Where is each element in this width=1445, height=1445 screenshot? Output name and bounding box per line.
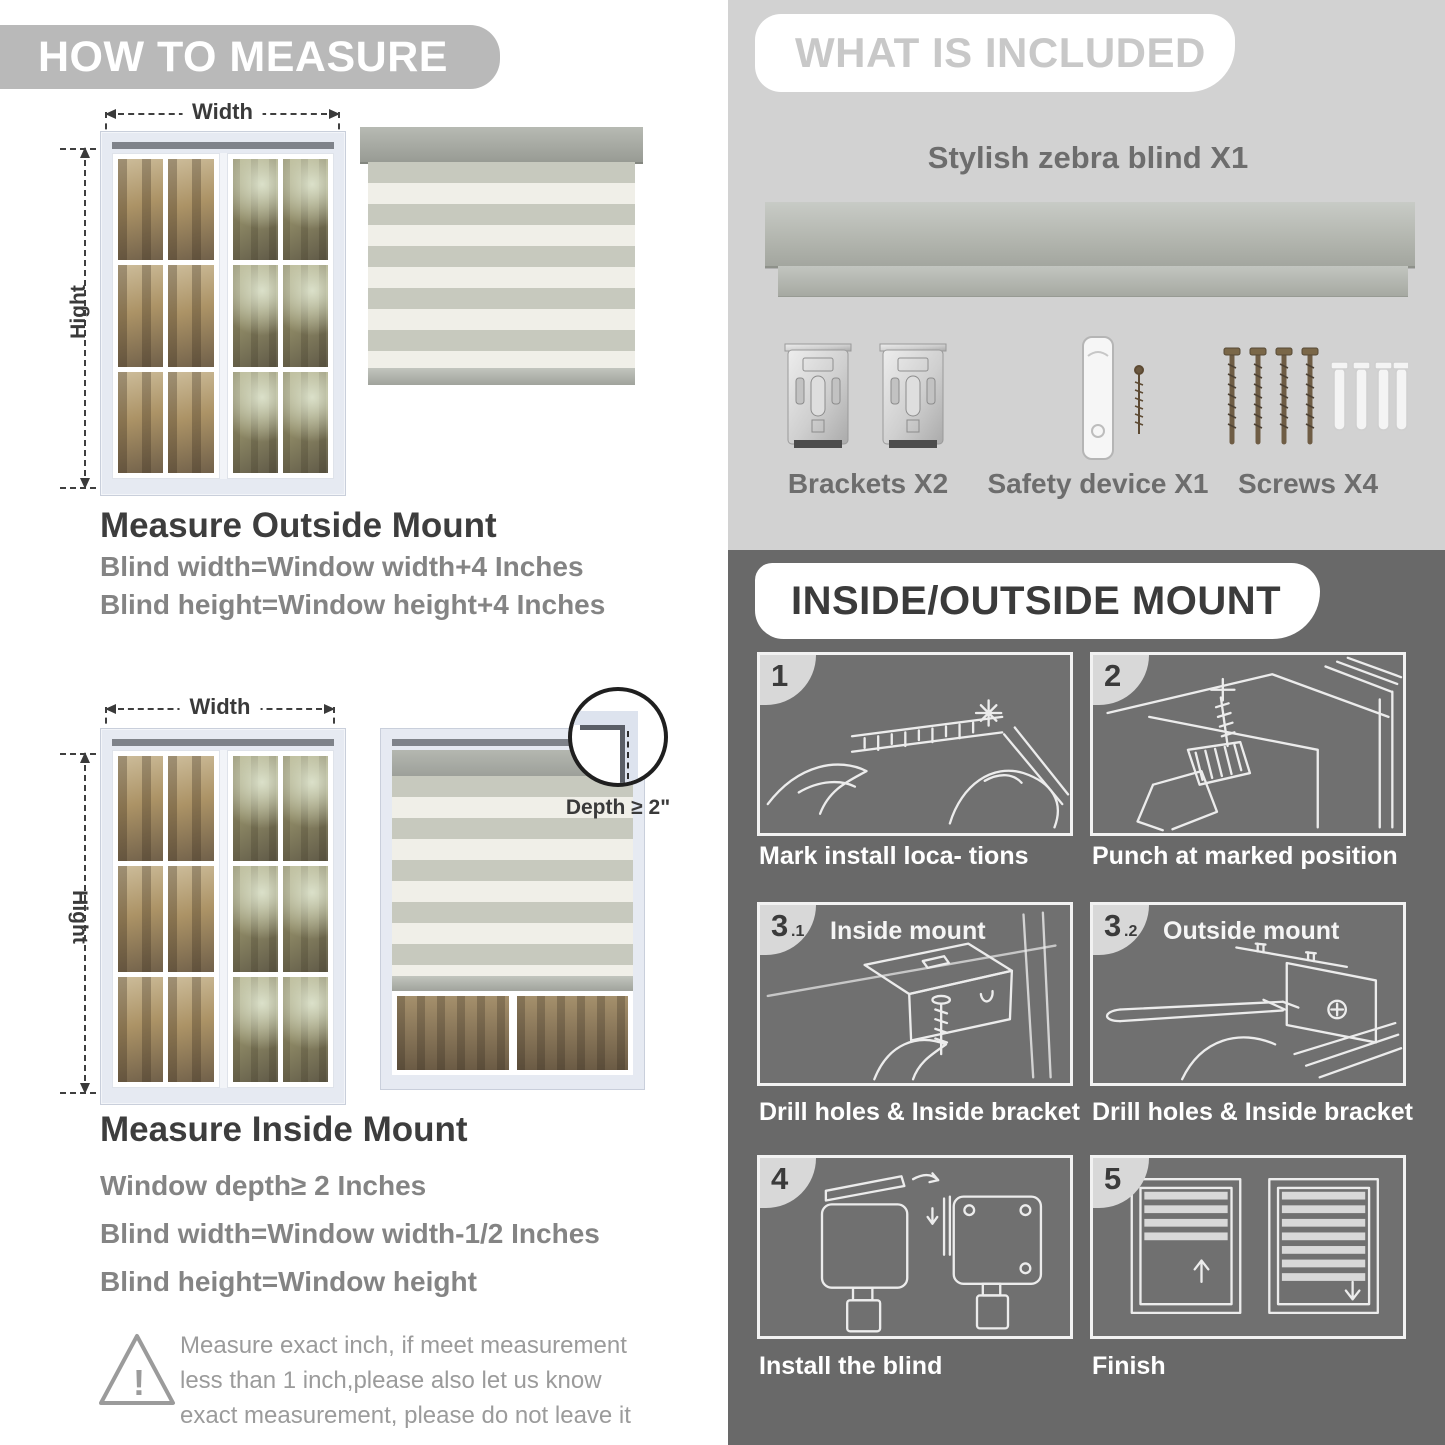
step-inner-title: Inside mount — [830, 917, 986, 945]
inside-mount-line3: Blind height=Window height — [100, 1266, 477, 1297]
window-pane — [283, 866, 328, 971]
window-body — [112, 153, 334, 479]
headrail-image-lip — [778, 266, 1408, 297]
inside-mount-title: Measure Inside Mount — [100, 1110, 468, 1149]
height-label: Hight — [67, 890, 91, 944]
blind-zebra-stripes — [368, 162, 635, 368]
window-casement-left — [112, 750, 220, 1088]
step-inner-title: Outside mount — [1163, 917, 1340, 945]
safety-device-image — [1055, 334, 1165, 464]
window-top-strip — [112, 739, 334, 746]
outside-width-dimension — [105, 99, 340, 124]
window-casement-left — [112, 153, 220, 479]
blind-bottom-rail — [392, 976, 633, 991]
outside-mount-line1: Blind width=Window width+4 Inches — [100, 551, 584, 582]
step-caption-3-2: Drill holes & Inside bracket — [1092, 1098, 1413, 1126]
step-box-3-2 — [1090, 902, 1406, 1086]
window-pane — [168, 265, 213, 366]
brackets-image — [782, 336, 952, 464]
step-number: 3 — [771, 908, 789, 943]
what-is-included-header — [755, 14, 1235, 92]
window-pane — [118, 756, 163, 861]
window-pane — [118, 265, 163, 366]
window-pane — [283, 372, 328, 473]
inside-width-dimension — [105, 694, 335, 719]
mount-title: INSIDE/OUTSIDE MOUNT — [791, 579, 1282, 623]
window-casement-right — [227, 153, 335, 479]
step-number: 3 — [1104, 908, 1122, 943]
step-number: 1 — [771, 658, 789, 693]
window-body — [112, 750, 334, 1088]
window-pane — [118, 159, 163, 260]
step-caption-4: Install the blind — [759, 1352, 943, 1380]
step-number: 2 — [1104, 658, 1122, 693]
step-number-sub: .1 — [791, 923, 805, 940]
product-label: Stylish zebra blind X1 — [927, 140, 1249, 175]
window-pane — [168, 159, 213, 260]
window-pane — [283, 756, 328, 861]
window-pane — [233, 977, 278, 1082]
mount-steps-section — [728, 550, 1445, 1445]
item-label-brackets: Brackets X2 — [787, 468, 949, 499]
window-pane — [517, 996, 629, 1070]
frame-corner-dark — [580, 725, 625, 787]
warning-text: Measure exact inch, if meet measurement less than 1 inch,please also let us know exact measurement, please do not leave it — [180, 1332, 631, 1429]
depth-label: Depth ≥ 2" — [565, 796, 671, 819]
how-to-measure-title: HOW TO MEASURE — [38, 33, 448, 81]
window-lower-panes — [392, 991, 633, 1075]
window-pane — [118, 372, 163, 473]
window-pane — [233, 265, 278, 366]
what-is-included-section — [728, 0, 1445, 550]
window-top-strip — [112, 142, 334, 149]
width-label: Width — [182, 99, 263, 125]
depth-dashed-line — [627, 731, 629, 779]
window-pane — [168, 756, 213, 861]
step-box-3-1 — [757, 902, 1073, 1086]
height-label: Hight — [66, 285, 90, 339]
window-pane — [283, 265, 328, 366]
window-pane — [233, 372, 278, 473]
step-caption-3-1: Drill holes & Inside bracket — [759, 1098, 1080, 1126]
window-pane — [118, 866, 163, 971]
window-illustration-outside — [100, 131, 346, 496]
what-is-included-title: WHAT IS INCLUDED — [795, 29, 1206, 76]
warning-exclamation: ! — [133, 1362, 145, 1403]
step-number-sub: .2 — [1124, 923, 1138, 940]
item-label-screws: Screws X4 — [1237, 468, 1379, 499]
blind-cassette — [360, 127, 643, 164]
inside-mount-line1: Window depth≥ 2 Inches — [100, 1170, 427, 1201]
step-number: 5 — [1104, 1161, 1122, 1196]
blind-bottom-rail — [368, 368, 635, 385]
headrail-image-main — [765, 202, 1415, 268]
window-pane — [283, 159, 328, 260]
outside-mount-line2: Blind height=Window height+4 Inches — [100, 589, 606, 620]
window-pane — [168, 977, 213, 1082]
step-number: 4 — [771, 1161, 789, 1196]
depth-magnifier — [568, 687, 668, 787]
step-caption-2: Punch at marked position — [1092, 842, 1398, 870]
inside-mount-line2: Blind width=Window width-1/2 Inches — [100, 1218, 600, 1249]
window-pane — [233, 756, 278, 861]
step-box-2 — [1090, 652, 1406, 836]
step-box-1 — [757, 652, 1073, 836]
step-caption-1: Mark install loca- tions — [759, 842, 1029, 870]
window-pane — [118, 977, 163, 1082]
mount-header — [755, 563, 1320, 639]
window-pane — [233, 159, 278, 260]
window-pane — [397, 996, 509, 1070]
window-pane — [168, 372, 213, 473]
how-to-measure-header — [0, 25, 500, 89]
window-pane — [283, 977, 328, 1082]
outside-mount-title: Measure Outside Mount — [100, 506, 497, 545]
window-pane — [168, 866, 213, 971]
window-casement-right — [227, 750, 335, 1088]
step-caption-5: Finish — [1092, 1352, 1166, 1380]
width-label: Width — [180, 694, 261, 720]
window-illustration-inside — [100, 728, 346, 1105]
step-box-4 — [757, 1155, 1073, 1339]
screws-image — [1218, 344, 1408, 454]
step-box-5 — [1090, 1155, 1406, 1339]
item-label-safety-device: Safety device X1 — [987, 468, 1209, 499]
window-pane — [233, 866, 278, 971]
